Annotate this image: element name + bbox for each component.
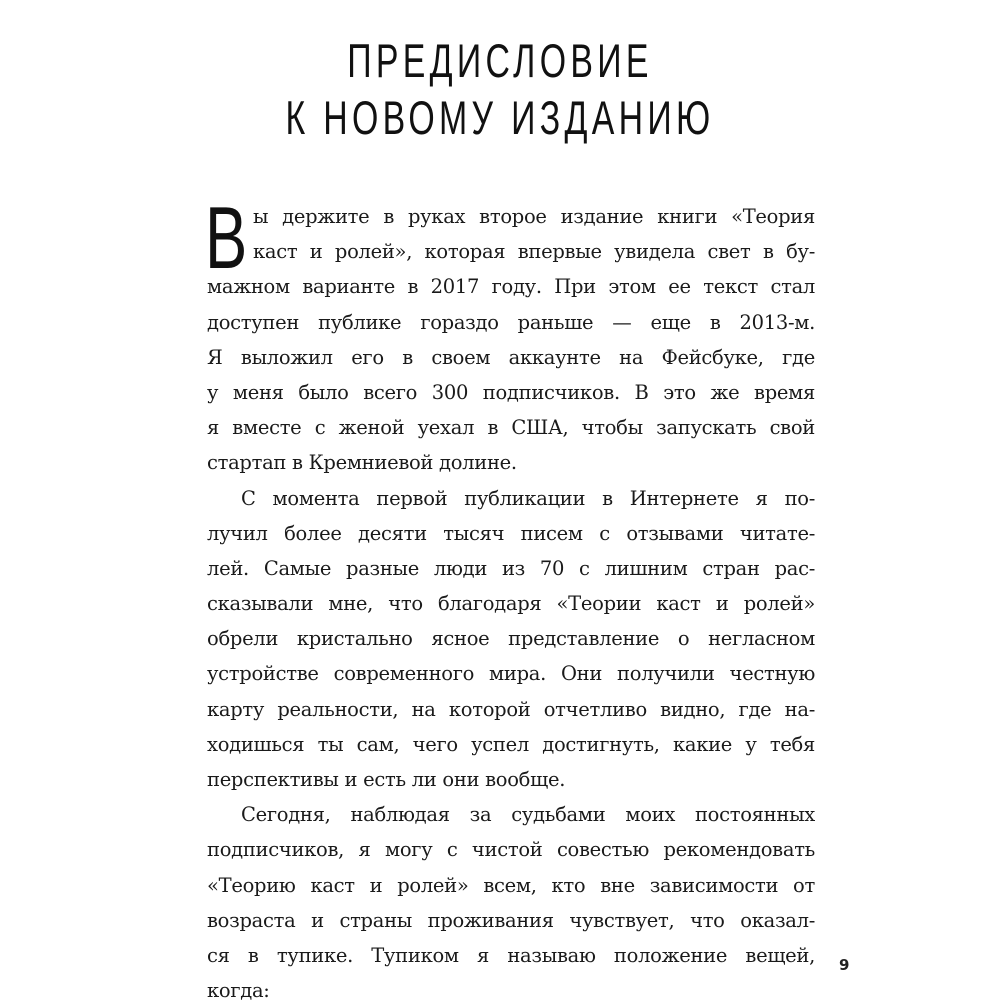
text-line: лей. Самые разные люди из 70 с лишним стран рас-	[207, 556, 815, 580]
text-line: доступен публике гораздо раньше — еще в 2013-м.	[207, 310, 815, 334]
text-line: Сегодня, наблюдая за судьбами моих постоянных	[241, 803, 815, 827]
text-line: карту реальности, на которой отчетливо видно, где на-	[207, 697, 815, 721]
text-line: ходишься ты сам, чего успел достигнуть, какие у тебя	[207, 732, 815, 756]
text-line: у меня было всего 300 подписчиков. В это же время	[207, 380, 815, 404]
text-line: ы держите в руках второе издание книги «Теория	[253, 205, 815, 228]
text-line: перспективы и есть ли они вообще.	[207, 768, 566, 791]
text-line: «Теорию каст и ролей» всем, кто вне зависимости от	[207, 873, 815, 897]
text-line: устройстве современного мира. Они получили честную	[207, 662, 815, 686]
drop-cap: В	[205, 188, 248, 287]
paragraph-3	[207, 797, 815, 1008]
text-line: каст и ролей», которая впервые увидела свет в бу-	[253, 240, 815, 264]
page-number: 9	[839, 956, 850, 974]
text-line: лучил более десяти тысяч писем с отзывами читате-	[207, 521, 815, 545]
text-line: Я выложил его в своем аккаунте на Фейсбуке, где	[207, 345, 815, 369]
text-line: сказывали мне, что благодаря «Теории каст и ролей»	[207, 592, 815, 616]
text-line: С момента первой публикации в Интернете я по-	[241, 486, 815, 510]
body-text	[205, 188, 815, 1008]
text-line: ся в тупике. Тупиком я называю положение вещей,	[207, 943, 815, 967]
page-title	[140, 32, 860, 146]
page-title-line-2: К НОВОМУ ИЗДАНИЮ	[285, 91, 715, 144]
text-line: подписчиков, я могу с чистой совестью рекомендовать	[207, 838, 815, 862]
text-line: мажном варианте в 2017 году. При этом ее текст стал	[207, 275, 815, 299]
paragraph-2	[207, 481, 815, 798]
text-line: стартап в Кремниевой долине.	[207, 451, 517, 475]
paragraph-1	[205, 188, 815, 481]
text-line: я вместе с женой уехал в США, чтобы запускать свой	[207, 416, 815, 440]
text-line: когда:	[207, 979, 270, 1003]
text-line: обрели кристально ясное представление о негласном	[207, 627, 815, 651]
text-line: возраста и страны проживания чувствует, что оказал-	[207, 908, 815, 932]
page-title-line-1: ПРЕДИСЛОВИЕ	[347, 34, 653, 87]
